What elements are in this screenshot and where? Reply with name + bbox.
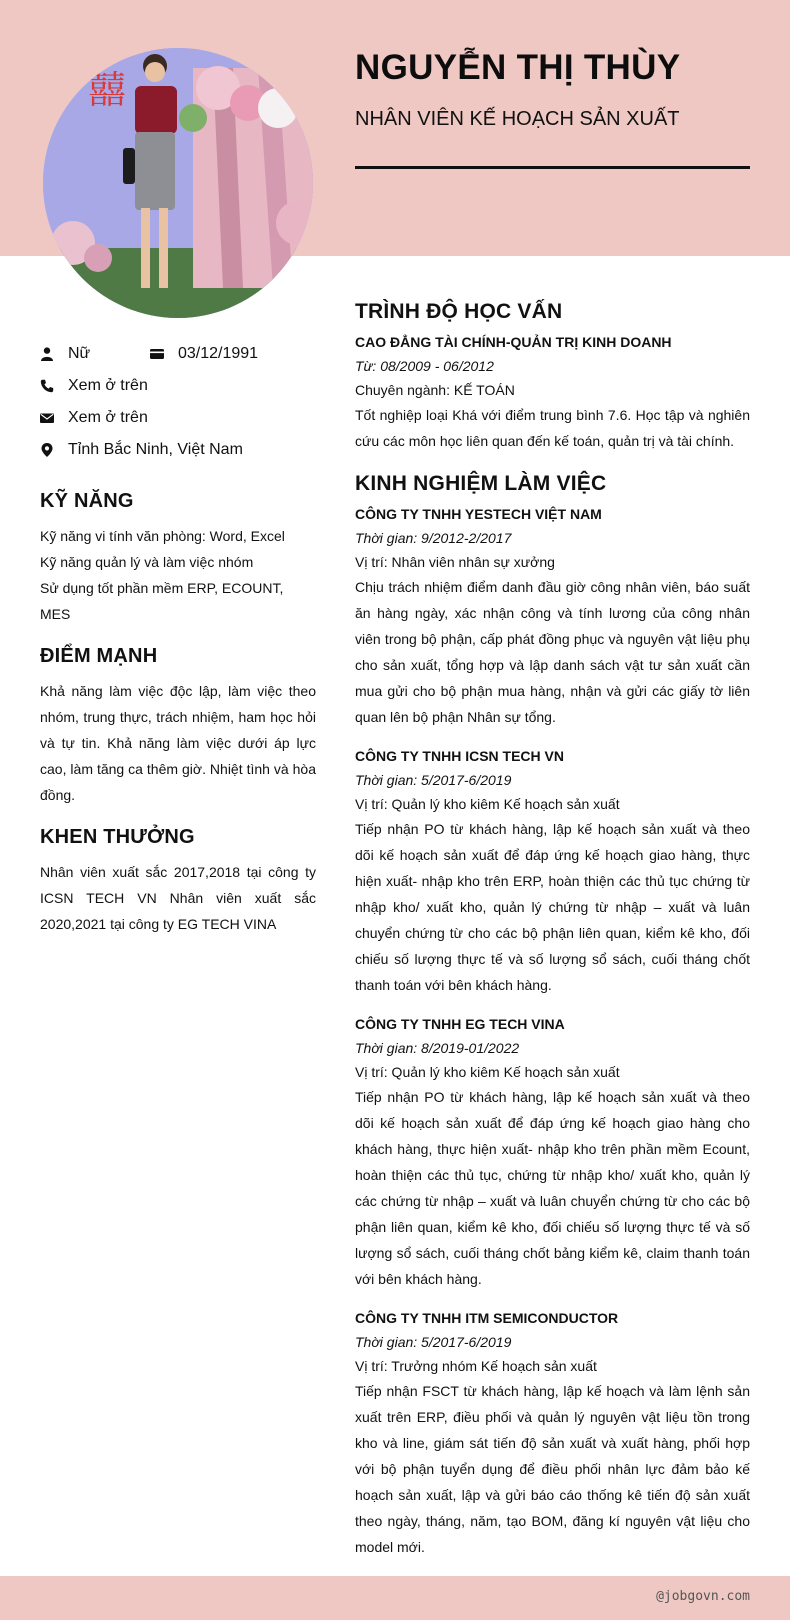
education-section <box>355 300 750 454</box>
svg-text:囍: 囍 <box>88 68 127 112</box>
strengths-text: Khả năng làm việc độc lập, làm việc theo nhóm, trung thực, trách nhiệm, ham học hỏi và tự tin. Khả năng làm việc dưới áp lực cao, làm tăng ca thêm giờ. Nhiệt tình và hòa đồng. <box>40 683 316 803</box>
candidate-job-title: NHÂN VIÊN KẾ HOẠCH SẢN XUẤT <box>355 108 680 130</box>
experience-heading: KINH NGHIỆM LÀM VIỆC <box>355 472 607 495</box>
job-company: CÔNG TY TNHH ICSN TECH VN <box>355 748 564 764</box>
footer-watermark: @jobgovn.com <box>656 1589 750 1604</box>
strengths-section <box>40 645 316 808</box>
education-heading: TRÌNH ĐỘ HỌC VẤN <box>355 300 563 323</box>
job-time: Thời gian: 9/2012-2/2017 <box>355 530 512 546</box>
job-description: Tiếp nhận FSCT từ khách hàng, lập kế hoạch và làm lệnh sản xuất trên ERP, điều phối và quản lý nguyên vật liệu tồn trong kho và line, giám sát tiến độ sản xuất và xuất hàng, phối hợp với bộ phận tuyển dụng để điều phối nhân lực đảm bảo kế hoạch sản xuất, lập và gửi báo cáo thống kê tiến độ sản xuất theo ngày, tháng, năm, tạo BOM, đăng kí nguyên vật liệu cho model mới. <box>355 1383 750 1555</box>
awards-section <box>40 826 316 937</box>
job-position: Vị trí: Quản lý kho kiêm Kế hoạch sản xuất <box>355 1064 620 1080</box>
map-pin-icon <box>40 442 54 458</box>
address-row <box>40 434 316 466</box>
candidate-name: NGUYỄN THỊ THÙY <box>355 48 681 87</box>
profile-photo <box>43 48 313 318</box>
phone-icon <box>40 378 54 394</box>
job-company: CÔNG TY TNHH ITM SEMICONDUCTOR <box>355 1310 619 1326</box>
id-card-icon <box>150 346 164 362</box>
job-position: Vị trí: Trưởng nhóm Kế hoạch sản xuất <box>355 1358 597 1374</box>
job-entry <box>355 744 750 998</box>
job-company: CÔNG TY TNHH YESTECH VIỆT NAM <box>355 506 602 522</box>
address-value: Tỉnh Bắc Ninh, Việt Nam <box>68 441 243 458</box>
job-time: Thời gian: 8/2019-01/2022 <box>355 1040 520 1056</box>
email-row <box>40 402 316 434</box>
job-company: CÔNG TY TNHH EG TECH VINA <box>355 1016 565 1032</box>
email-value: Xem ở trên <box>68 409 148 426</box>
skills-section <box>40 490 316 627</box>
skills-heading: KỸ NĂNG <box>40 490 134 512</box>
skill-item: Kỹ năng quản lý và làm việc nhóm <box>40 554 254 570</box>
header-divider <box>355 166 750 169</box>
phone-row <box>40 370 316 402</box>
job-entry <box>355 1306 750 1560</box>
education-major: Chuyên ngành: KẾ TOÁN <box>355 382 515 398</box>
job-description: Chịu trách nhiệm điểm danh đầu giờ công nhân viên, báo suất ăn hàng ngày, xác nhận công và tính lương của công nhân viên trong bộ phận, cấp phát đồng phục và nguyên vật liệu phụ cho sản xuất, tổng hợp và lập danh sách vật tư sản xuất cần mua gửi cho bộ phận mua hàng, nhận và gửi các giấy tờ liên quan lên bộ phận Nhân sự tổng. <box>355 579 750 725</box>
awards-text: Nhân viên xuất sắc 2017,2018 tại công ty ICSN TECH VN Nhân viên xuất sắc 2020,2021 tại công ty EG TECH VINA <box>40 864 316 932</box>
job-position: Vị trí: Nhân viên nhân sự xưởng <box>355 554 555 570</box>
job-position: Vị trí: Quản lý kho kiêm Kế hoạch sản xuất <box>355 796 620 812</box>
person-icon <box>40 346 54 362</box>
job-entry <box>355 1012 750 1292</box>
phone-value: Xem ở trên <box>68 377 148 394</box>
job-description: Tiếp nhận PO từ khách hàng, lập kế hoạch sản xuất và theo dõi kế hoạch sản xuất để đáp ứng kế hoạch giao hàng, thực hiện xuất- nhập kho trên ERP, hoàn thiện các thủ tục chứng từ nhập kho/ xuất kho, quản lý chứng từ nhập – xuất và luân chuyển chứng từ cho các bộ phận liên quan, kiểm kê kho, đối chiếu số lượng thực tế và số lượng sổ sách, cuối tháng chốt thanh toán với bên khách hàng. <box>355 821 750 993</box>
skill-item: Kỹ năng vi tính văn phòng: Word, Excel <box>40 528 285 544</box>
envelope-icon <box>40 410 54 426</box>
skill-item: Sử dụng tốt phần mềm ERP, ECOUNT, MES <box>40 580 284 622</box>
job-time: Thời gian: 5/2017-6/2019 <box>355 772 512 788</box>
job-time: Thời gian: 5/2017-6/2019 <box>355 1334 512 1350</box>
personal-info-row <box>40 338 316 370</box>
job-entry <box>355 502 750 730</box>
education-description: Tốt nghiệp loại Khá với điểm trung bình 7.6. Học tập và nghiên cứu các môn học liên quan đến kế toán, quản trị và tài chính. <box>355 407 750 449</box>
left-column <box>40 338 316 937</box>
gender-value: Nữ <box>68 345 91 362</box>
school-name: CAO ĐẲNG TÀI CHÍNH-QUẢN TRỊ KINH DOANH <box>355 334 672 350</box>
education-period: Từ: 08/2009 - 06/2012 <box>355 358 494 374</box>
right-column <box>355 300 750 1578</box>
birthday-value: 03/12/1991 <box>178 345 259 362</box>
awards-heading: KHEN THƯỞNG <box>40 826 195 848</box>
strengths-heading: ĐIỂM MẠNH <box>40 645 158 667</box>
experience-section <box>355 472 750 1560</box>
job-description: Tiếp nhận PO từ khách hàng, lập kế hoạch sản xuất và theo dõi kế hoạch sản xuất để đáp ứng kế hoạch giao hàng cho khách hàng, thực hiện xuất- nhập kho trên phần mềm Ecount, hoàn thiện các thủ tục, chứng từ nhập kho/ xuất kho, quản lý các chứng từ nhập – xuất và luân chuyển chứng từ cho các bộ phận liên quan, kiểm kê kho, đối chiếu số lượng thực tế và số lượng sổ sách, cuối tháng chốt bảng kiểm kê, claim thanh toán với bên khách hàng. <box>355 1089 750 1287</box>
